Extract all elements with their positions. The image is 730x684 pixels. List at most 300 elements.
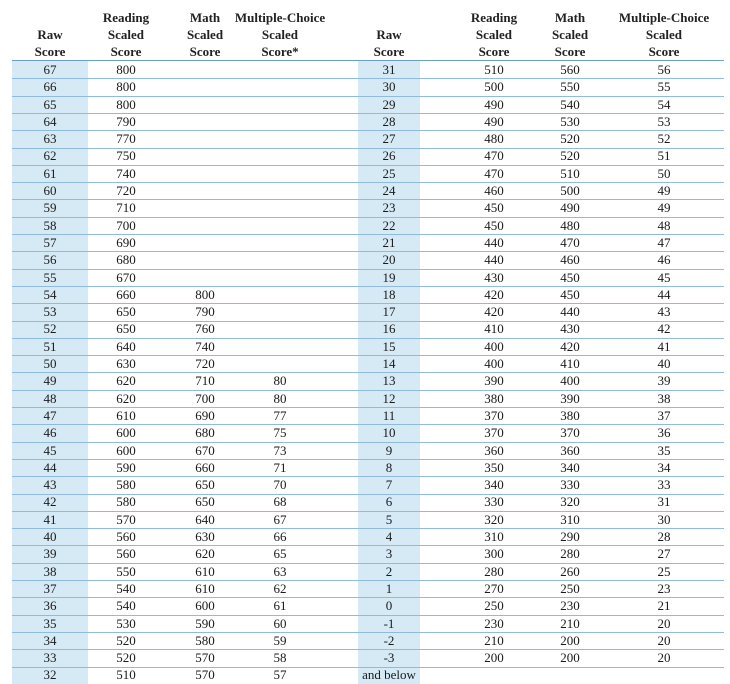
header-mc-scaled-left: Multiple-Choice Scaled Score* (234, 10, 326, 59)
table-cell: 3 (358, 545, 420, 562)
table-cell: 400 (484, 338, 504, 354)
table-cell: 57 (12, 234, 88, 251)
table-cell: 43 (657, 304, 671, 320)
table-cell: 650 (195, 477, 215, 493)
table-cell: 640 (195, 511, 215, 527)
table-cell: 470 (560, 234, 580, 250)
table-cell (164, 130, 246, 147)
row-divider (12, 667, 724, 668)
table-cell: 290 (560, 529, 580, 545)
row-divider (12, 476, 724, 477)
table-cell: 0 (358, 597, 420, 614)
table-cell: 310 (484, 529, 504, 545)
header-math-scaled-right: Math Scaled Score (551, 10, 589, 59)
row-divider (12, 597, 724, 598)
table-cell: 4 (358, 528, 420, 545)
table-cell: 33 (12, 649, 88, 666)
table-cell: 560 (116, 529, 136, 545)
row-divider (12, 113, 724, 114)
row-divider (12, 442, 724, 443)
table-cell (240, 355, 320, 372)
table-cell (164, 165, 246, 182)
table-cell: 500 (484, 79, 504, 95)
table-cell: 750 (116, 148, 136, 164)
table-cell: 20 (358, 251, 420, 268)
table-cell (240, 182, 320, 199)
table-cell: 24 (358, 182, 420, 199)
table-cell: 760 (195, 321, 215, 337)
table-cell (240, 113, 320, 130)
table-cell: 270 (484, 580, 504, 596)
table-cell: 410 (560, 356, 580, 372)
table-cell: 1 (358, 580, 420, 597)
table-cell: 53 (12, 303, 88, 320)
table-cell: 20 (657, 632, 671, 648)
table-cell: 540 (116, 598, 136, 614)
table-cell: 440 (484, 252, 504, 268)
table-cell: 510 (484, 62, 504, 77)
table-cell: 45 (12, 442, 88, 459)
table-cell (240, 234, 320, 251)
table-cell: 600 (195, 598, 215, 614)
table-cell: 740 (195, 338, 215, 354)
table-cell: 250 (560, 580, 580, 596)
table-cell: 6 (358, 493, 420, 510)
table-cell: 80 (273, 390, 287, 406)
table-cell: 47 (12, 407, 88, 424)
table-cell: 42 (12, 493, 88, 510)
row-divider (12, 303, 724, 304)
table-cell: 590 (195, 615, 215, 631)
table-cell: 500 (560, 183, 580, 199)
table-cell: 34 (657, 459, 671, 475)
table-cell: 720 (116, 183, 136, 199)
table-cell: 200 (560, 632, 580, 648)
table-cell: 13 (358, 372, 420, 389)
table-cell: 620 (116, 390, 136, 406)
table-cell: 66 (273, 529, 287, 545)
row-divider (12, 494, 724, 495)
table-cell: 39 (657, 373, 671, 389)
table-cell: 790 (116, 113, 136, 129)
table-cell: 33 (657, 477, 671, 493)
row-divider (12, 234, 724, 235)
header-math-scaled-left: Math Scaled Score (186, 10, 224, 59)
table-cell: 700 (195, 390, 215, 406)
table-cell: 70 (273, 477, 287, 493)
table-cell: 56 (657, 62, 671, 77)
table-cell: 32 (12, 666, 88, 683)
table-cell: 350 (484, 459, 504, 475)
table-cell (240, 320, 320, 337)
table-cell: 370 (484, 407, 504, 423)
table-cell: -2 (358, 632, 420, 649)
table-cell: 280 (484, 563, 504, 579)
table-cell (624, 666, 704, 683)
table-cell: 340 (484, 477, 504, 493)
table-cell: 630 (195, 529, 215, 545)
row-divider (12, 130, 724, 131)
table-cell: 44 (657, 286, 671, 302)
table-cell: 51 (12, 338, 88, 355)
table-cell: 650 (116, 321, 136, 337)
table-cell (164, 269, 246, 286)
row-divider (12, 251, 724, 252)
row-divider (12, 286, 724, 287)
table-cell: 580 (195, 632, 215, 648)
row-divider (12, 424, 724, 425)
table-cell: 54 (12, 286, 88, 303)
table-cell: 690 (195, 407, 215, 423)
table-cell: 40 (657, 356, 671, 372)
table-cell: 27 (657, 546, 671, 562)
table-cell: 41 (12, 511, 88, 528)
table-cell: 420 (484, 286, 504, 302)
table-cell: 53 (657, 113, 671, 129)
row-divider (12, 269, 724, 270)
row-divider (12, 78, 724, 79)
header-raw-score-right: Raw Score (373, 27, 405, 59)
table-cell: 400 (560, 373, 580, 389)
table-cell: 610 (195, 580, 215, 596)
table-cell: 200 (484, 650, 504, 666)
table-cell (240, 165, 320, 182)
table-cell (164, 78, 246, 95)
table-cell: 60 (273, 615, 287, 631)
table-cell: 400 (484, 356, 504, 372)
table-cell: 250 (484, 598, 504, 614)
row-divider (12, 563, 724, 564)
table-cell: 740 (116, 165, 136, 181)
table-cell: -3 (358, 649, 420, 666)
table-cell: 650 (116, 304, 136, 320)
table-cell: 65 (273, 546, 287, 562)
header-reading-scaled-left: Reading Scaled Score (102, 10, 150, 59)
table-cell: 520 (116, 632, 136, 648)
table-cell: 31 (358, 61, 420, 78)
table-cell: 430 (560, 321, 580, 337)
row-divider (12, 615, 724, 616)
table-cell: 8 (358, 459, 420, 476)
table-cell: 520 (560, 148, 580, 164)
table-cell: 680 (195, 425, 215, 441)
table-cell: 510 (116, 667, 136, 683)
table-cell (240, 217, 320, 234)
table-cell: 42 (657, 321, 671, 337)
table-cell: 27 (358, 130, 420, 147)
table-cell: 620 (195, 546, 215, 562)
row-divider (12, 338, 724, 339)
row-divider (12, 355, 724, 356)
table-cell: 12 (358, 390, 420, 407)
table-cell: -1 (358, 615, 420, 632)
table-cell: 800 (116, 62, 136, 77)
row-divider (12, 182, 724, 183)
table-cell: 62 (273, 580, 287, 596)
table-cell: 300 (484, 546, 504, 562)
row-divider (12, 217, 724, 218)
table-cell: 38 (12, 563, 88, 580)
table-cell: 340 (560, 459, 580, 475)
table-cell: 720 (195, 356, 215, 372)
table-cell: 440 (560, 304, 580, 320)
table-cell: 73 (273, 442, 287, 458)
table-cell (240, 130, 320, 147)
table-cell: 62 (12, 147, 88, 164)
table-cell: 550 (560, 79, 580, 95)
table-cell: 530 (116, 615, 136, 631)
table-cell: 660 (116, 286, 136, 302)
table-cell: 570 (195, 650, 215, 666)
table-cell: 57 (273, 667, 287, 683)
table-cell: 420 (560, 338, 580, 354)
table-cell: 510 (560, 165, 580, 181)
table-cell (240, 286, 320, 303)
table-cell: 64 (12, 113, 88, 130)
table-cell: 800 (195, 286, 215, 302)
table-cell: 44 (12, 459, 88, 476)
table-cell: 65 (12, 96, 88, 113)
table-cell: 610 (116, 407, 136, 423)
table-cell: 2 (358, 563, 420, 580)
table-cell (531, 666, 609, 683)
table-cell: 710 (195, 373, 215, 389)
table-cell (240, 61, 320, 78)
table-cell: 450 (484, 217, 504, 233)
table-cell (240, 147, 320, 164)
table-cell: 700 (116, 217, 136, 233)
table-cell: 21 (358, 234, 420, 251)
table-cell: 41 (657, 338, 671, 354)
table-cell: 10 (358, 424, 420, 441)
row-divider (12, 372, 724, 373)
table-cell: 54 (657, 96, 671, 112)
table-cell: 35 (12, 615, 88, 632)
table-cell: 71 (273, 459, 287, 475)
table-cell: 59 (12, 199, 88, 216)
table-cell: 25 (657, 563, 671, 579)
table-cell: 63 (12, 130, 88, 147)
table-cell: 25 (358, 165, 420, 182)
table-cell: 620 (116, 373, 136, 389)
table-cell: 610 (195, 563, 215, 579)
table-cell: 50 (657, 165, 671, 181)
table-cell: 46 (657, 252, 671, 268)
table-cell: 550 (116, 563, 136, 579)
table-cell: 66 (12, 78, 88, 95)
table-cell: 26 (358, 147, 420, 164)
row-divider (12, 545, 724, 546)
table-cell: 55 (657, 79, 671, 95)
table-cell (240, 269, 320, 286)
table-cell: 49 (657, 200, 671, 216)
table-cell: 320 (560, 494, 580, 510)
table-cell: 460 (560, 252, 580, 268)
table-cell: 30 (358, 78, 420, 95)
table-cell (164, 217, 246, 234)
table-cell: 58 (273, 650, 287, 666)
table-cell: 630 (116, 356, 136, 372)
table-cell: 16 (358, 320, 420, 337)
header-reading-scaled-right: Reading Scaled Score (470, 10, 518, 59)
table-cell: 310 (560, 511, 580, 527)
table-cell (164, 251, 246, 268)
table-cell: 670 (116, 269, 136, 285)
table-cell: 61 (273, 598, 287, 614)
table-cell: 440 (484, 234, 504, 250)
table-cell: 520 (116, 650, 136, 666)
table-cell: 52 (657, 131, 671, 147)
table-cell: 67 (273, 511, 287, 527)
table-cell: 670 (195, 442, 215, 458)
table-cell: 55 (12, 269, 88, 286)
table-cell: 46 (12, 424, 88, 441)
table-cell: 35 (657, 442, 671, 458)
table-cell: 210 (560, 615, 580, 631)
row-divider (12, 632, 724, 633)
table-cell: 31 (657, 494, 671, 510)
table-cell: 790 (195, 304, 215, 320)
table-cell: and below (358, 666, 420, 683)
table-cell: 29 (358, 96, 420, 113)
table-cell: 56 (12, 251, 88, 268)
row-divider (12, 390, 724, 391)
table-cell: 5 (358, 511, 420, 528)
table-cell: 380 (560, 407, 580, 423)
table-cell: 19 (358, 269, 420, 286)
table-cell: 450 (560, 269, 580, 285)
table-cell: 51 (657, 148, 671, 164)
table-cell: 490 (484, 96, 504, 112)
table-cell: 20 (657, 650, 671, 666)
table-cell: 48 (657, 217, 671, 233)
table-cell: 580 (116, 477, 136, 493)
table-cell: 370 (560, 425, 580, 441)
table-cell (164, 234, 246, 251)
table-cell (164, 96, 246, 113)
table-cell: 45 (657, 269, 671, 285)
table-cell: 39 (12, 545, 88, 562)
table-cell (240, 78, 320, 95)
table-cell: 450 (484, 200, 504, 216)
table-cell: 36 (12, 597, 88, 614)
table-cell: 360 (560, 442, 580, 458)
table-cell: 58 (12, 217, 88, 234)
table-cell: 570 (116, 511, 136, 527)
table-cell: 36 (657, 425, 671, 441)
table-cell: 800 (116, 79, 136, 95)
table-cell: 560 (560, 62, 580, 77)
table-cell: 47 (657, 234, 671, 250)
table-cell: 370 (484, 425, 504, 441)
row-divider (12, 528, 724, 529)
table-cell: 38 (657, 390, 671, 406)
table-cell (455, 666, 533, 683)
table-cell: 570 (195, 667, 215, 683)
table-cell: 18 (358, 286, 420, 303)
table-cell: 380 (484, 390, 504, 406)
table-cell: 580 (116, 494, 136, 510)
table-cell: 23 (657, 580, 671, 596)
row-divider (12, 321, 724, 322)
table-cell: 590 (116, 459, 136, 475)
header-raw-score-left: Raw Score (34, 27, 66, 59)
table-cell: 9 (358, 442, 420, 459)
table-cell: 710 (116, 200, 136, 216)
row-divider (12, 511, 724, 512)
row-divider (12, 165, 724, 166)
table-cell: 480 (484, 131, 504, 147)
row-divider (12, 199, 724, 200)
table-cell: 330 (484, 494, 504, 510)
table-cell: 63 (273, 563, 287, 579)
table-cell: 600 (116, 442, 136, 458)
table-cell: 20 (657, 615, 671, 631)
row-divider (12, 407, 724, 408)
table-cell: 28 (657, 529, 671, 545)
row-divider (12, 96, 724, 97)
table-cell: 230 (484, 615, 504, 631)
table-cell: 7 (358, 476, 420, 493)
table-cell: 770 (116, 131, 136, 147)
table-cell: 11 (358, 407, 420, 424)
row-divider (12, 459, 724, 460)
table-cell: 460 (484, 183, 504, 199)
table-cell: 22 (358, 217, 420, 234)
header-mc-scaled-right: Multiple-Choice Scaled Score (618, 10, 710, 59)
table-cell: 48 (12, 390, 88, 407)
table-cell: 650 (195, 494, 215, 510)
table-cell: 540 (560, 96, 580, 112)
table-cell: 67 (12, 61, 88, 78)
table-cell: 450 (560, 286, 580, 302)
table-cell: 690 (116, 234, 136, 250)
table-cell: 37 (12, 580, 88, 597)
table-cell: 480 (560, 217, 580, 233)
table-cell: 680 (116, 252, 136, 268)
row-divider (12, 580, 724, 581)
table-cell: 15 (358, 338, 420, 355)
table-cell: 61 (12, 165, 88, 182)
row-divider (12, 649, 724, 650)
table-cell (240, 199, 320, 216)
table-cell: 49 (657, 183, 671, 199)
table-cell: 560 (116, 546, 136, 562)
table-cell: 230 (560, 598, 580, 614)
table-cell (164, 147, 246, 164)
table-cell: 320 (484, 511, 504, 527)
table-cell: 530 (560, 113, 580, 129)
table-cell: 37 (657, 407, 671, 423)
table-cell: 75 (273, 425, 287, 441)
table-cell: 28 (358, 113, 420, 130)
table-cell: 540 (116, 580, 136, 596)
table-cell: 14 (358, 355, 420, 372)
table-cell: 600 (116, 425, 136, 441)
table-cell: 49 (12, 372, 88, 389)
table-cell: 280 (560, 546, 580, 562)
table-cell: 77 (273, 407, 287, 423)
table-cell: 23 (358, 199, 420, 216)
table-cell: 260 (560, 563, 580, 579)
table-cell: 390 (484, 373, 504, 389)
table-cell (164, 182, 246, 199)
table-cell: 410 (484, 321, 504, 337)
table-cell: 210 (484, 632, 504, 648)
table-cell: 660 (195, 459, 215, 475)
table-cell: 40 (12, 528, 88, 545)
table-cell: 68 (273, 494, 287, 510)
